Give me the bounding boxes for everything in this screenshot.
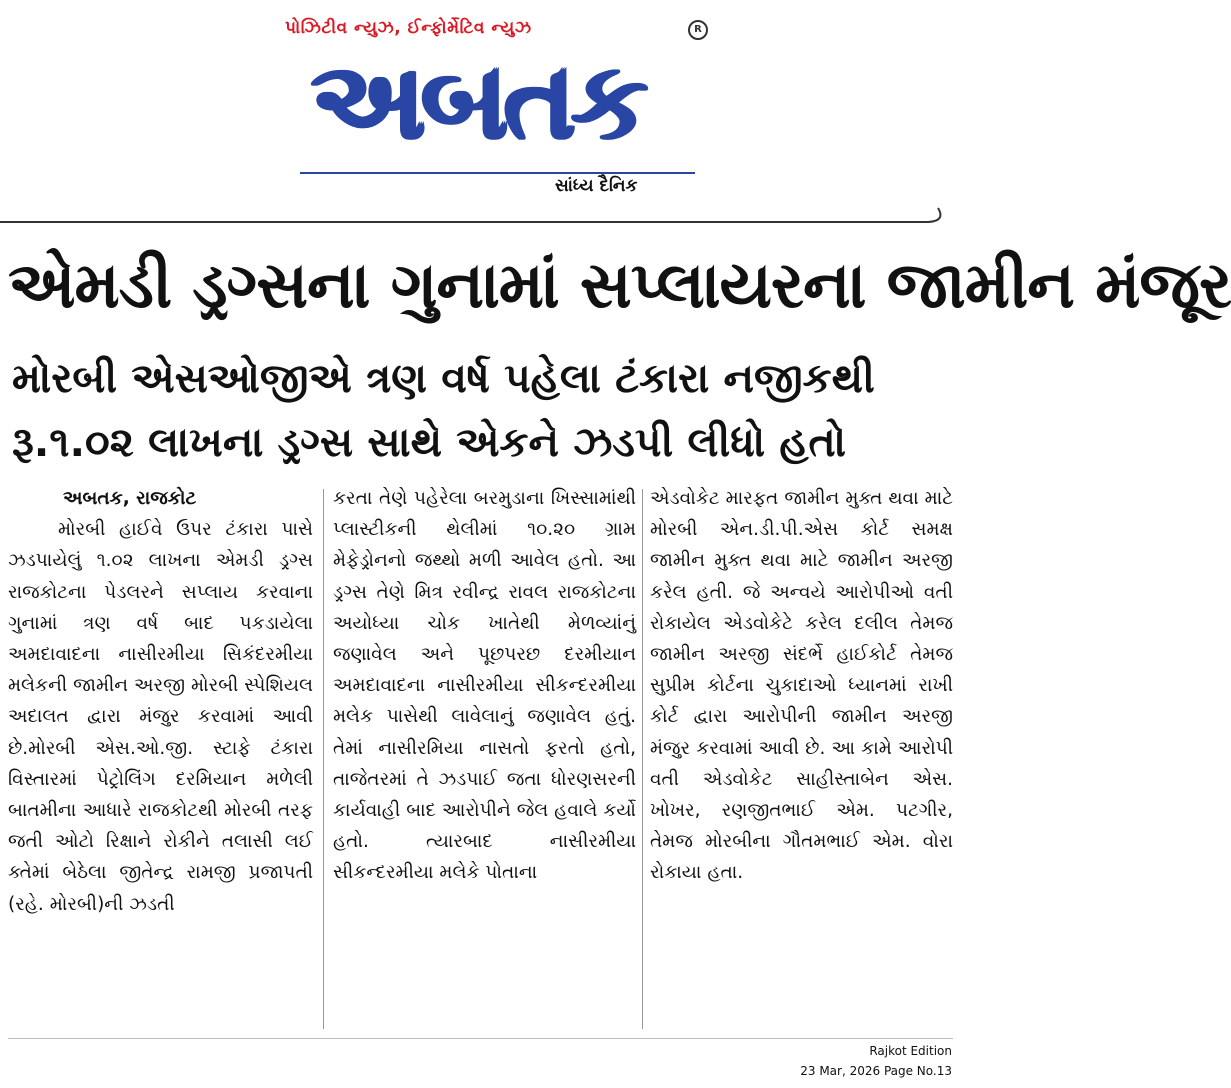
masthead bbox=[0, 0, 962, 225]
newspaper-logo: અબતક bbox=[311, 39, 644, 164]
column-divider bbox=[323, 489, 324, 1029]
dateline: અબતક, રાજકોટ bbox=[63, 488, 197, 509]
column-1-text: મોરબી હાઈવે ઉપર ટંકારા પાસે ઝડપાયેલું ૧.૦૨ લાખના એમડી ડ્રગ્સ રાજકોટના પેડલરને સપ્લાય કરવાના ગુનામાં ત્રણ વર્ષ બાદ પકડાયેલા અમદાવાદના નાસીરમીયા સિકંદરમીયા મલેકની જામીન અરજી મોરબી સ્પેશિયલ અદાલત દ્વારા મંજુર કરવામાં આવી છે.મોરબી એસ.ઓ.જી. સ્ટાફે ટંકારા વિસ્તારમાં પેટ્રોલિંગ દરમિયાન મળેલી બાતમીના આધારે રાજકોટથી મોરબી તરફ જતી ઓટો રિક્ષાને રોકીને તલાસી લઈ ક્તેમાં બેઠેલા જીતેન્દ્ર રામજી પ્રજાપતી (રહે. મોરબી)ની ઝડતી bbox=[8, 519, 313, 915]
masthead-tagline: પોઝિટીવ ન્યુઝ, ઈન્ફોર્મેટિવ ન્યુઝ bbox=[285, 18, 532, 38]
footer-divider bbox=[8, 1038, 953, 1039]
column-2-text: કરતા તેણે પહેરેલા બરમુડાના ખિસ્સામાંથી પ્લાસ્ટીકની થેલીમાં ૧૦.૨૦ ગ્રામ મેફેડ્રોનનો જથ્થો મળી આવેલ હતો. આ ડ્રગ્સ તેણે મિત્ર રવીન્દ્ર રાવલ રાજકોટના અયોધ્યા ચોક ખાતેથી મેળવ્યાંનું જણાવેલ અને પૂછપરછ દરમીયાન અમદાવાદના નાસીરમીયા સીકન્દરમીયા મલેક પાસેથી લાવેલાનું જણાવેલ હતું. તેમાં નાસીરમિયા નાસતો ફરતો હતો, તાજેતરમાં તે ઝડપાઈ જતા ધોરણસરની કાર્યવાહી બાદ આરોપીને જેલ હવાલે કર્યો હતો. ત્યારબાદ નાસીરમીયા સીકન્દરમીયા મલેકે પોતાના bbox=[333, 488, 636, 884]
article-column-3 bbox=[650, 483, 953, 1038]
article-subhead-line2: રૂ.૧.૦૨ લાખના ડ્રગ્સ સાથે એકને ઝડપી લીધો હતો bbox=[12, 418, 846, 466]
masthead-divider bbox=[0, 196, 962, 236]
article-headline: એમડી ડ્રગ્સના ગુનામાં સપ્લાયરના જામીન મંજૂર bbox=[8, 249, 1231, 323]
column-divider bbox=[642, 489, 643, 1029]
column-3-text: એડવોકેટ મારફત જામીન મુક્ત થવા માટે મોરબી એન.ડી.પી.એસ કોર્ટ સમક્ષ જામીન મુક્ત થવા માટે જામીન અરજી કરેલ હતી. જે અન્વયે આરોપીઓ વતી રોકાયેલ એડવોકેટે કરેલ દલીલ તેમજ જામીન અરજી સંદર્ભે હાઈકોર્ટ તેમજ સુપ્રીમ કોર્ટના ચુકાદાઓ ધ્યાનમાં રાખી કોર્ટ દ્વારા આરોપીની જામીન અરજી મંજુર કરવામાં આવી છે. આ કામે આરોપી વતી એડવોકેટ સાહીસ્તાબેન એસ. ખોખર, રણજીતભાઈ એમ. પટગીર, તેમજ મોરબીના ગૌતમભાઈ એમ. વોરા રોકાયા હતા. bbox=[650, 488, 953, 884]
masthead-subtitle: સાંધ્ય દૈનિક bbox=[555, 176, 638, 196]
logo-underline bbox=[300, 172, 695, 174]
page-info: 23 Mar, 2026 Page No.13 bbox=[800, 1064, 952, 1078]
article-column-2 bbox=[333, 483, 636, 1038]
edition-label: Rajkot Edition bbox=[869, 1044, 952, 1058]
registered-mark-icon: R bbox=[688, 20, 708, 40]
article-body bbox=[8, 483, 953, 1038]
article-subhead-line1: મોરબી એસઓજીએ ત્રણ વર્ષ પહેલા ટંકારા નજીકથી bbox=[12, 354, 875, 402]
article-column-1 bbox=[8, 483, 313, 1038]
